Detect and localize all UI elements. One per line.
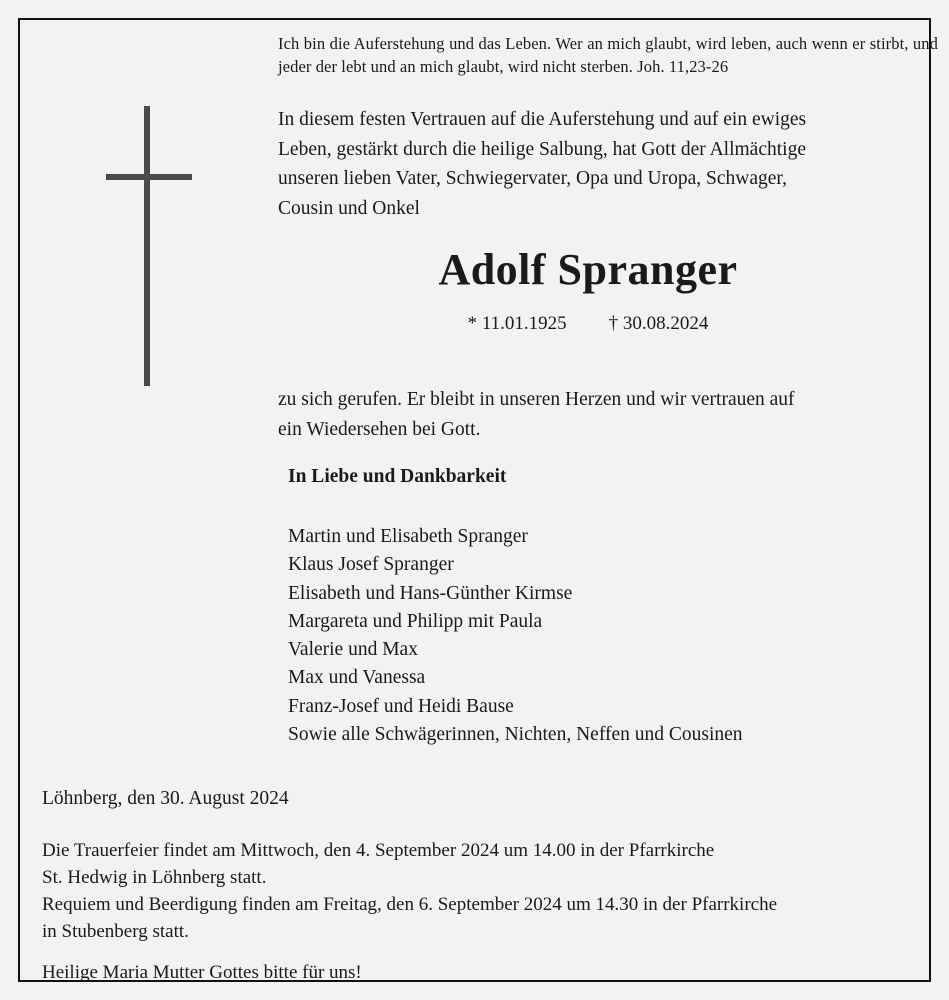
- intro-line: unseren lieben Vater, Schwiegervater, Opa und Uropa, Schwager,: [278, 168, 787, 190]
- service-line: St. Hedwig in Löhnberg statt.: [42, 866, 267, 888]
- death-date: † 30.08.2024: [608, 313, 709, 334]
- after-paragraph: [278, 385, 940, 444]
- thanks-heading: In Liebe und Dankbarkeit: [288, 466, 507, 487]
- intro-line: In diesem festen Vertrauen auf die Auferstehung und auf ein ewiges: [278, 109, 807, 130]
- intro-paragraph: [278, 105, 940, 224]
- cross-horizontal-bar: [106, 174, 192, 180]
- bible-verse: Ich bin die Auferstehung und das Leben. Wer an mich glaubt, wird leben, auch wenn er stirbt, und jeder der lebt und an mich glaubt, wird nicht sterben. Joh. 11,23-26: [278, 34, 938, 77]
- intro-line: Cousin und Onkel: [278, 197, 420, 219]
- list-item: Franz-Josef und Heidi Bause: [288, 695, 514, 717]
- service-line: in Stubenberg statt.: [42, 920, 189, 942]
- list-item: Valerie und Max: [288, 639, 418, 661]
- list-item: Sowie alle Schwägerinnen, Nichten, Neffen und Cousinen: [288, 723, 743, 745]
- family-list: [288, 523, 743, 749]
- list-item: Martin und Elisabeth Spranger: [288, 526, 528, 547]
- service-line: Requiem und Beerdigung finden am Freitag, den 6. September 2024 um 14.30 in der Pfarrkirche: [42, 893, 778, 915]
- after-line: ein Wiedersehen bei Gott.: [278, 418, 481, 440]
- service-details: [42, 838, 932, 946]
- life-dates: [258, 313, 918, 335]
- after-line: zu sich gerufen. Er bleibt in unseren Herzen und wir vertrauen auf: [278, 389, 795, 410]
- list-item: Elisabeth und Hans-Günther Kirmse: [288, 582, 573, 604]
- list-item: Klaus Josef Spranger: [288, 554, 454, 576]
- place-and-date: Löhnberg, den 30. August 2024: [42, 788, 289, 809]
- cross-vertical-bar: [144, 106, 150, 386]
- closing-prayer: Heilige Maria Mutter Gottes bitte für uns!: [42, 962, 362, 983]
- intro-line: Leben, gestärkt durch die heilige Salbung, hat Gott der Allmächtige: [278, 138, 806, 160]
- deceased-name: Adolf Spranger: [438, 245, 738, 294]
- service-line: Die Trauerfeier findet am Mittwoch, den 4. September 2024 um 14.00 in der Pfarrkirche: [42, 840, 715, 861]
- cross-icon: [106, 106, 192, 386]
- notice-inner: [10, 10, 939, 990]
- list-item: Max und Vanessa: [288, 667, 426, 689]
- birth-date: * 11.01.1925: [467, 313, 567, 334]
- list-item: Margareta und Philipp mit Paula: [288, 610, 543, 632]
